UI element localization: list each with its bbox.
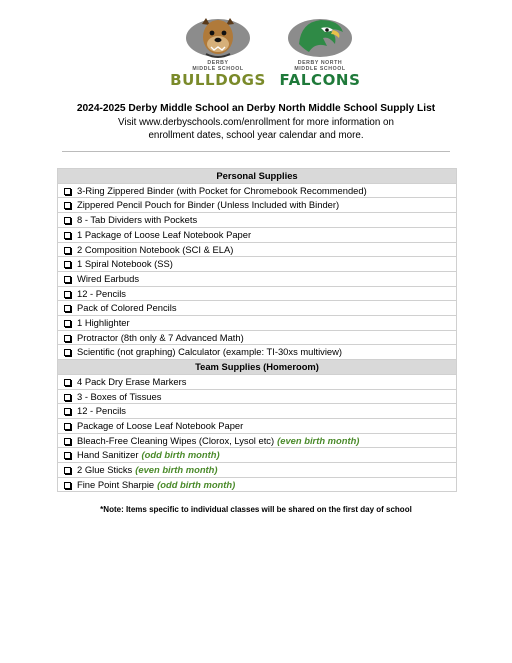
checkbox-icon[interactable]	[64, 423, 71, 430]
birth-month-note: (odd birth month)	[157, 478, 236, 490]
supply-item	[58, 227, 457, 242]
supply-item	[58, 271, 457, 286]
supply-item	[58, 418, 457, 433]
supply-row	[58, 418, 457, 433]
checkbox-icon[interactable]	[64, 467, 71, 474]
supply-item	[58, 404, 457, 419]
checkbox-icon[interactable]	[64, 217, 71, 224]
supply-item-text: Package of Loose Leaf Notebook Paper	[77, 419, 244, 431]
supply-row	[58, 477, 457, 492]
supply-row	[58, 242, 457, 257]
supply-item-text: 2 Composition Notebook (SCI & ELA)	[77, 243, 234, 255]
checkbox-icon[interactable]	[64, 335, 71, 342]
falcons-wordmark: FALCONS	[279, 71, 361, 89]
supply-item-text: 3 - Boxes of Tissues	[77, 390, 162, 402]
supply-item-text: Zippered Pencil Pouch for Binder (Unless Included with Binder)	[77, 199, 340, 211]
supply-item-text: 1 Spiral Notebook (SS)	[77, 258, 173, 270]
section-header	[58, 360, 457, 375]
document-title: 2024-2025 Derby Middle School an Derby North Middle School Supply List	[76, 103, 436, 114]
school-logos	[0, 14, 512, 94]
supply-item-text: 3-Ring Zippered Binder (with Pocket for Chromebook Recommended)	[77, 184, 367, 196]
checkbox-icon[interactable]	[64, 276, 71, 283]
supply-row	[58, 227, 457, 242]
section-title: Team Supplies (Homeroom)	[58, 360, 457, 375]
supply-item-text: 1 Package of Loose Leaf Notebook Paper	[77, 228, 252, 240]
birth-month-note: (even birth month)	[135, 464, 218, 476]
supply-row	[58, 301, 457, 316]
bulldogs-logo: DERBY MIDDLE SCHOOL BULLDOGS	[168, 14, 268, 94]
section-header	[58, 169, 457, 184]
checkbox-icon[interactable]	[64, 408, 71, 415]
checkbox-icon[interactable]	[64, 232, 71, 239]
supply-item-text: Bleach-Free Cleaning Wipes (Clorox, Lysol etc)	[77, 434, 275, 446]
supply-item-text: Fine Point Sharpie	[77, 478, 155, 490]
header-info-line-2: enrollment dates, school year calendar and more.	[148, 130, 364, 141]
divider	[62, 151, 450, 152]
supply-table	[57, 168, 457, 492]
supply-item-text: Wired Earbuds	[77, 272, 140, 284]
checkbox-icon[interactable]	[64, 247, 71, 254]
supply-item	[58, 389, 457, 404]
supply-item	[58, 286, 457, 301]
supply-row	[58, 286, 457, 301]
checkbox-icon[interactable]	[64, 291, 71, 298]
checkbox-icon[interactable]	[64, 482, 71, 489]
section-title: Personal Supplies	[58, 169, 457, 184]
checkbox-icon[interactable]	[64, 438, 71, 445]
supply-row	[58, 374, 457, 389]
birth-month-note: (odd birth month)	[141, 449, 220, 461]
falcons-logo: DERBY NORTH MIDDLE SCHOOL FALCONS	[270, 14, 370, 94]
supply-row	[58, 271, 457, 286]
supply-row	[58, 463, 457, 478]
supply-item-text: Protractor (8th only & 7 Advanced Math)	[77, 331, 244, 343]
checkbox-icon[interactable]	[64, 394, 71, 401]
supply-item	[58, 316, 457, 331]
supply-item	[58, 463, 457, 478]
supply-item	[58, 433, 457, 448]
bulldogs-wordmark: BULLDOGS	[170, 71, 266, 89]
supply-item	[58, 198, 457, 213]
checkbox-icon[interactable]	[64, 202, 71, 209]
supply-row	[58, 330, 457, 345]
supply-row	[58, 316, 457, 331]
supply-item	[58, 183, 457, 198]
footnote: *Note: Items specific to individual classes will be shared on the first day of school	[100, 505, 412, 514]
checkbox-icon[interactable]	[64, 379, 71, 386]
supply-item	[58, 374, 457, 389]
checkbox-icon[interactable]	[64, 305, 71, 312]
supply-item-text: 1 Highlighter	[77, 317, 130, 329]
supply-row	[58, 213, 457, 228]
supply-item	[58, 448, 457, 463]
supply-item-text: 12 - Pencils	[77, 287, 126, 299]
supply-row	[58, 404, 457, 419]
checkbox-icon[interactable]	[64, 320, 71, 327]
supply-item-text: Scientific (not graphing) Calculator (example: TI-30xs multiview)	[77, 346, 343, 358]
supply-item-text: Pack of Colored Pencils	[77, 302, 177, 314]
supply-item	[58, 213, 457, 228]
supply-item	[58, 242, 457, 257]
supply-row	[58, 198, 457, 213]
document-header	[0, 102, 512, 142]
supply-row	[58, 183, 457, 198]
header-info-line-1: Visit www.derbyschools.com/enrollment for more information on	[118, 117, 394, 128]
supply-row	[58, 433, 457, 448]
supply-item-text: 2 Glue Sticks	[77, 464, 133, 476]
supply-row	[58, 448, 457, 463]
supply-item	[58, 257, 457, 272]
checkbox-icon[interactable]	[64, 261, 71, 268]
supply-item	[58, 301, 457, 316]
birth-month-note: (even birth month)	[277, 434, 360, 446]
supply-item	[58, 477, 457, 492]
supply-item	[58, 330, 457, 345]
checkbox-icon[interactable]	[64, 349, 71, 356]
bulldog-mascot-icon	[183, 14, 253, 60]
supply-row	[58, 345, 457, 360]
supply-item-text: 4 Pack Dry Erase Markers	[77, 375, 187, 387]
supply-item-text: Hand Sanitizer	[77, 449, 139, 461]
supply-item-text: 8 - Tab Dividers with Pockets	[77, 214, 198, 226]
supply-row	[58, 257, 457, 272]
supply-item-text: 12 - Pencils	[77, 405, 126, 417]
checkbox-icon[interactable]	[64, 452, 71, 459]
checkbox-icon[interactable]	[64, 188, 71, 195]
supply-item	[58, 345, 457, 360]
falcon-mascot-icon	[285, 14, 355, 60]
supply-row	[58, 389, 457, 404]
